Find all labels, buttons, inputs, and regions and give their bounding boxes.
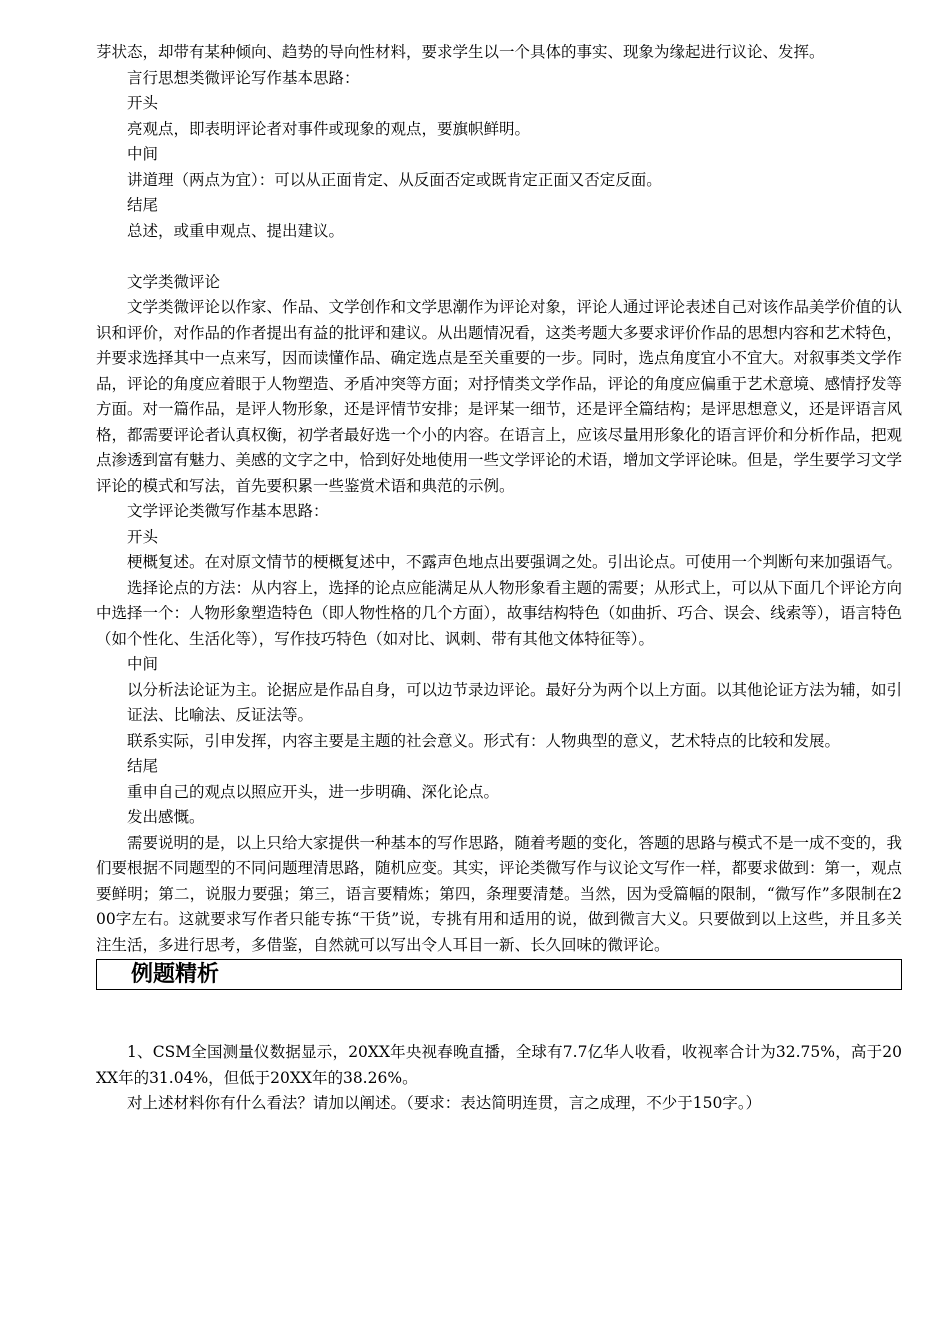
spacer bbox=[96, 244, 902, 270]
paragraph-argument-selection: 选择论点的方法：从内容上，选择的论点应能满足从人物形象看主题的需要；从形式上，可以从下面几个评论方向中选择一个：人物形象塑造特色（即人物性格的几个方面），故事结构特色（如曲折、巧合、误会、线索等），语言特色（如个性化、生活化等），写作技巧特色（如对比、讽刺、带有其他文体特征等）。 bbox=[96, 578, 903, 648]
paragraph-heading-literary-writing: 文学评论类微写作基本思路： bbox=[127, 502, 329, 520]
paragraph-continuation: 芽状态，却带有某种倾向、趋势的导向性材料，要求学生以一个具体的事实、现象为缘起进行议论、发挥。 bbox=[96, 43, 825, 61]
paragraph-express-feeling: 发出感慨。 bbox=[127, 808, 205, 826]
paragraph-connect-reality: 联系实际，引申发挥，内容主要是主题的社会意义。形式有：人物典型的意义，艺术特点的比较和发展。 bbox=[127, 731, 841, 750]
intro-section bbox=[96, 40, 902, 244]
paragraph-example-material: 1、CSM全国测量仪数据显示，20XX年央视春晚直播，全球有7.7亿华人收看，收视率合计为32.75%，高于20XX年的31.04%，但低于20XX年的38.26%。 bbox=[96, 1043, 902, 1087]
paragraph-literary-intro: 文学类微评论以作家、作品、文学创作和文学思潮作为评论对象，评论人通过评论表述自己对该作品美学价值的认识和评价，对作品的作者提出有益的批评和建议。从出题情况看，这类考题大多要求评价作品的思想内容和艺术特色，并要求选择其中一点来写，因而读懂作品、确定选点是至关重要的一步。同时，选点角度宜小不宜大。对叙事类文学作品，评论的角度应着眼于人物塑造、矛盾冲突等方面；对抒情类文学作品，评论的角度应偏重于艺术意境、感情抒发等方面。对一篇作品，是评人物形象，还是评情节安排；是评某一细节，还是评全篇结构；是评思想意义，还是评语言风格，都需要评论者认真权衡，初学者最好选一个小的内容。在语言上，应该尽量用形象化的语言评价和分析作品，把观点渗透到富有魅力、美感的文字之中，恰到好处地使用一些文学评论的术语，增加文学评论味。但是，学生要学习文学评论的模式和写法，首先要积累一些鉴赏术语和典范的示例。 bbox=[96, 298, 903, 495]
heading-literary-review: 文学类微评论 bbox=[127, 272, 221, 291]
paragraph-analysis-method: 以分析法论证为主。论据应是作品自身，可以边节录边评论。最好分为两个以上方面。以其他论证方法为辅，如引证法、比喻法、反证法等。 bbox=[127, 680, 903, 724]
paragraph-summary-retell: 梗概复述。在对原文情节的梗概复述中，不露声色地点出要强调之处。引出论点。可使用一个判断句来加强语气。 bbox=[127, 553, 903, 571]
section-title: 例题精析 bbox=[131, 962, 220, 987]
paragraph-heading-speech-thought: 言行思想类微评论写作基本思路： bbox=[127, 68, 360, 87]
example-section bbox=[96, 1040, 902, 1117]
document-page bbox=[96, 40, 902, 1117]
label-opening: 开头 bbox=[127, 527, 159, 546]
literary-section bbox=[96, 270, 902, 959]
paragraph-example-question: 对上述材料你有什么看法？请加以阐述。（要求：表达简明连贯，言之成理，不少于150字。） bbox=[127, 1094, 762, 1112]
section-header-box bbox=[96, 959, 902, 990]
label-middle: 中间 bbox=[127, 655, 159, 673]
spacer bbox=[96, 990, 902, 1040]
paragraph-restate: 重申自己的观点以照应开头，进一步明确、深化论点。 bbox=[127, 782, 500, 801]
paragraph-opening-detail: 亮观点，即表明评论者对事件或现象的观点，要旗帜鲜明。 bbox=[127, 119, 531, 138]
paragraph-middle-detail: 讲道理（两点为宜）：可以从正面肯定、从反面否定或既肯定正面又否定反面。 bbox=[127, 170, 662, 189]
label-opening: 开头 bbox=[127, 94, 159, 112]
label-ending: 结尾 bbox=[127, 757, 159, 775]
paragraph-ending-detail: 总述，或重申观点、提出建议。 bbox=[127, 221, 345, 240]
paragraph-conclusion-note: 需要说明的是，以上只给大家提供一种基本的写作思路，随着考题的变化，答题的思路与模式不是一成不变的，我们要根据不同题型的不同问题理清思路，随机应变。其实，评论类微写作与议论文写作一样，都要求做到：第一，观点要鲜明；第二，说服力要强；第三，语言要精炼；第四，条理要清楚。当然，因为受篇幅的限制，“微写作”多限制在200字左右。这就要求写作者只能专拣“干货”说，专挑有用和适用的说，做到微言大义。只要做到以上这些，并且多关注生活，多进行思考，多借鉴，自然就可以写出令人耳目一新、长久回味的微评论。 bbox=[96, 833, 903, 954]
label-ending: 结尾 bbox=[127, 196, 159, 214]
label-middle: 中间 bbox=[127, 145, 159, 163]
